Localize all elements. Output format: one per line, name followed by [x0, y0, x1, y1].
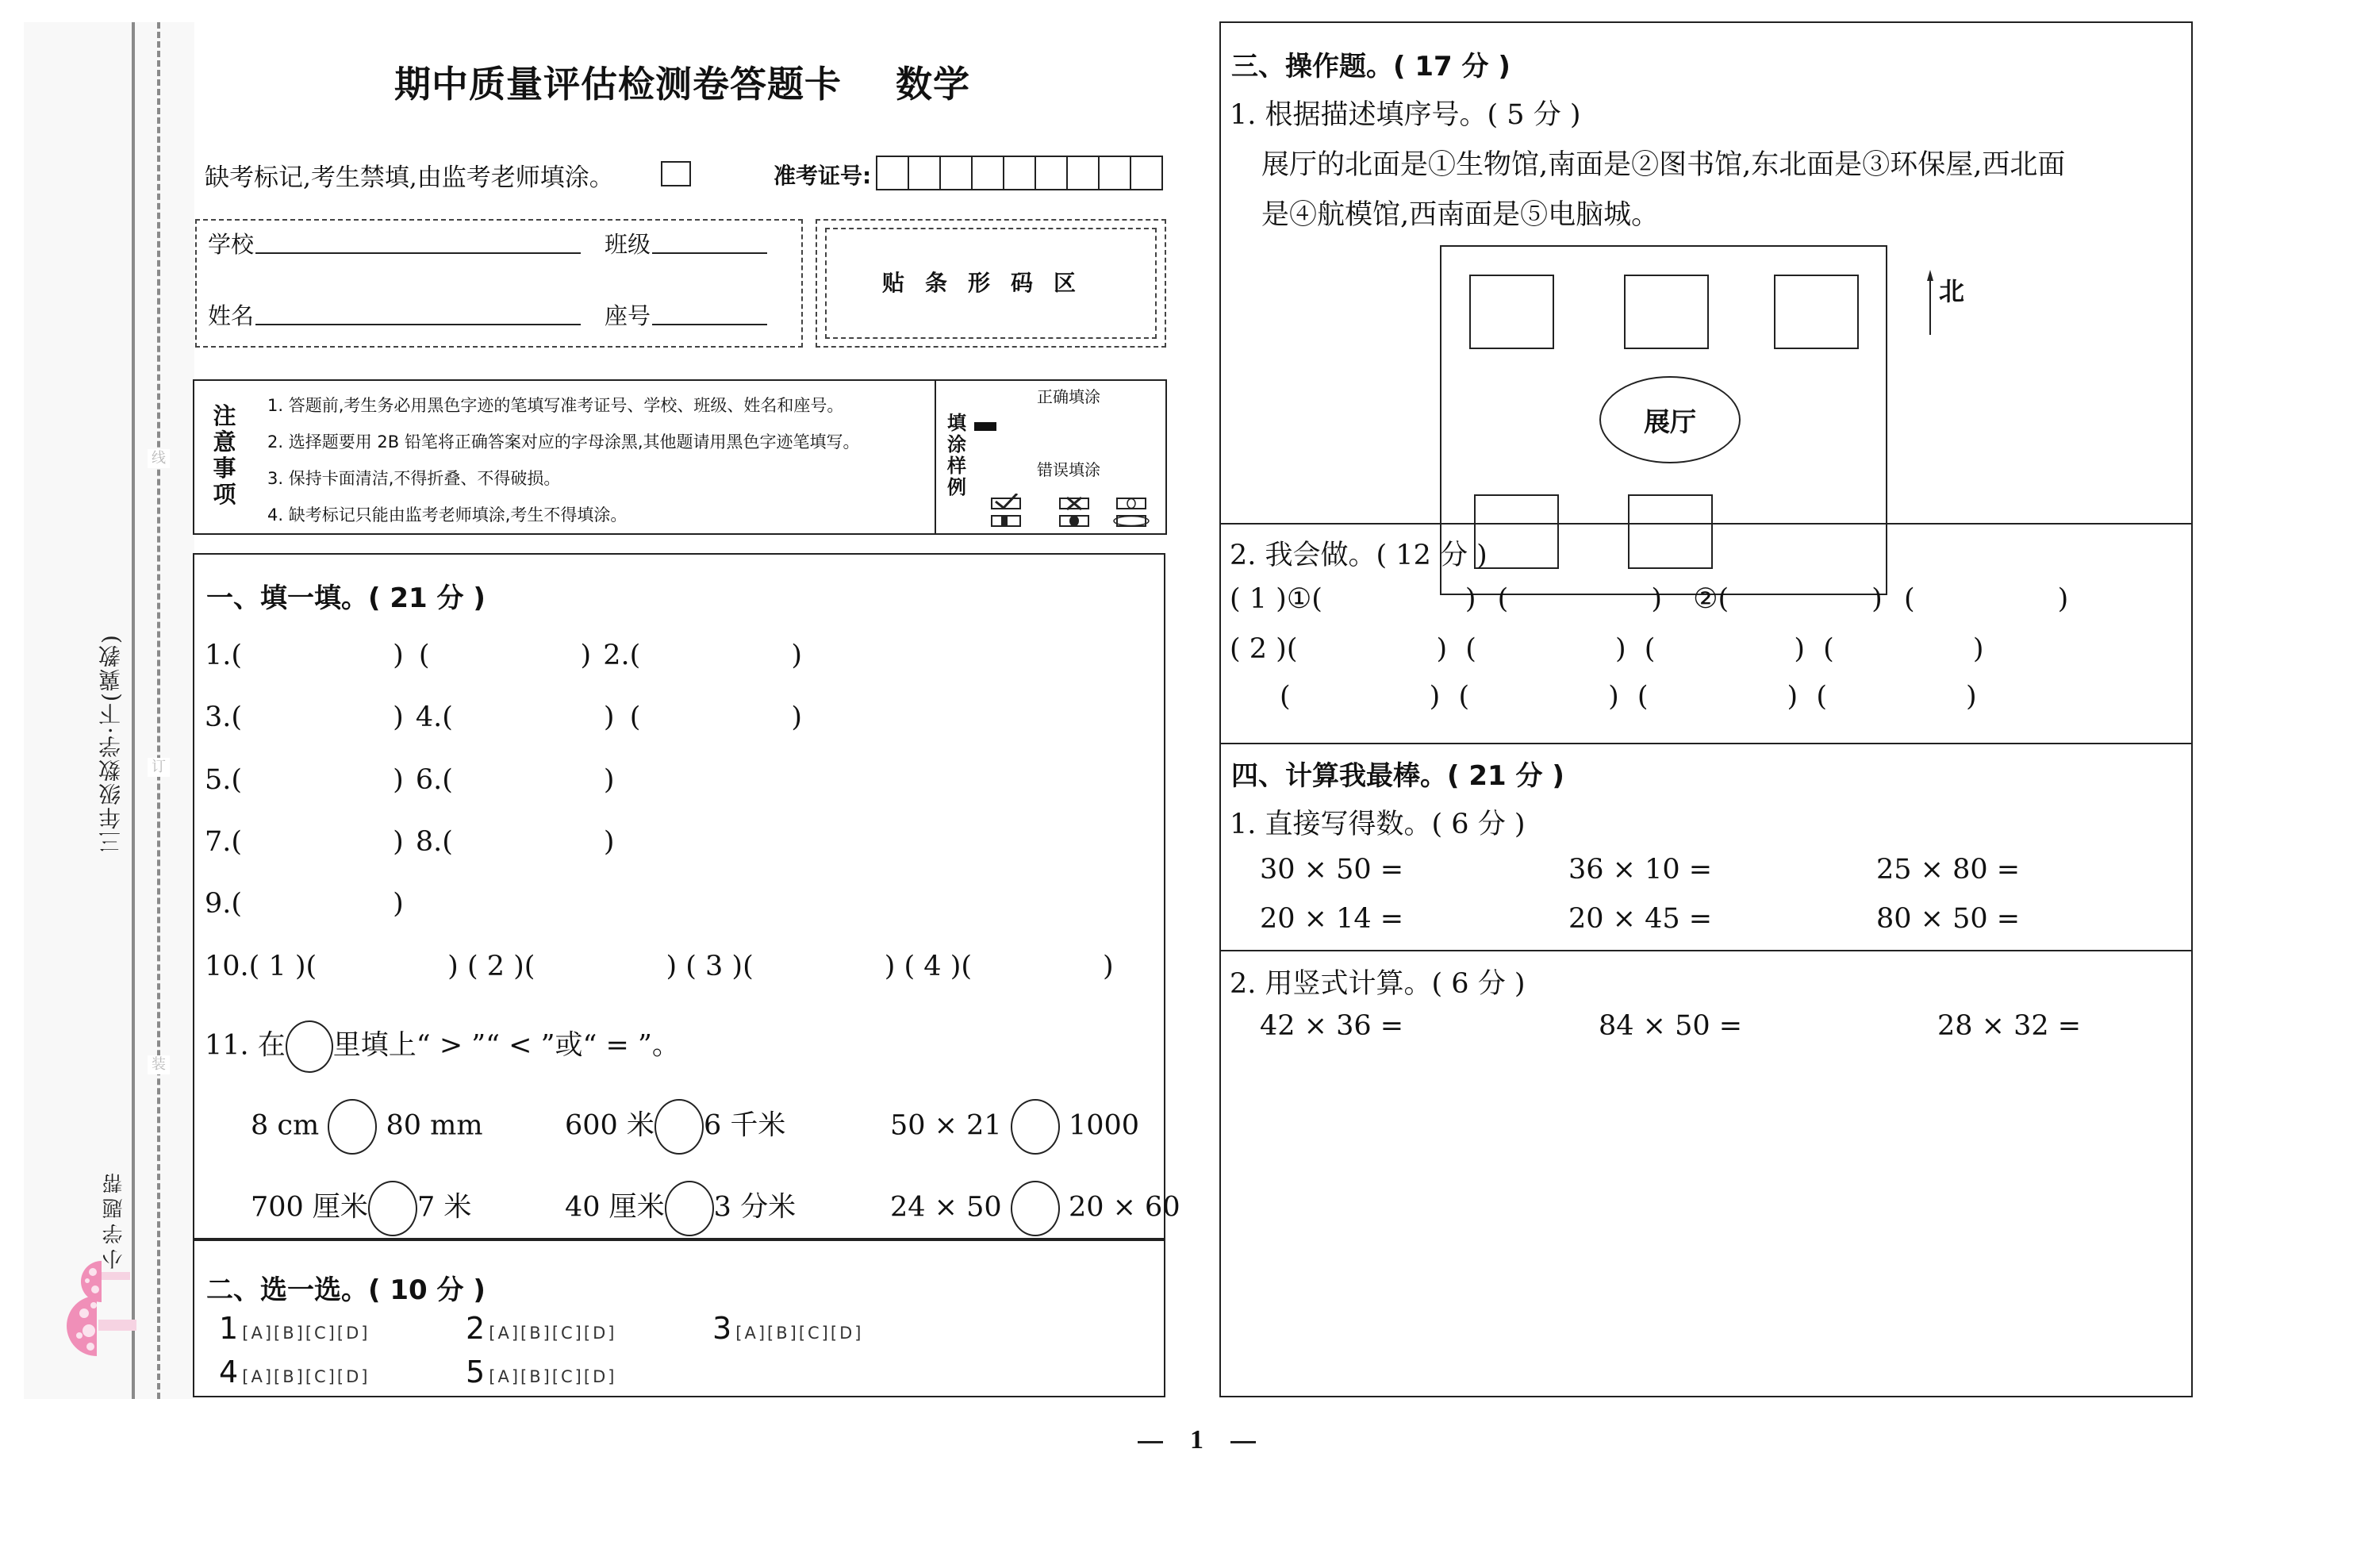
barcode-label: 贴条形码区	[881, 270, 1096, 296]
answer-row-9: 9.( )	[205, 888, 404, 920]
q9-label: 9.(	[205, 888, 243, 920]
brand-name: 小学题帮	[102, 1168, 126, 1270]
circled-number: ②	[1693, 583, 1718, 615]
student-info-box	[195, 219, 803, 348]
check-mark-icon	[996, 494, 1017, 508]
sample-compare-circle	[286, 1020, 333, 1073]
exam-id-cell[interactable]	[941, 157, 973, 189]
dash-left	[1138, 1441, 1163, 1443]
page-number-value: 1	[1190, 1425, 1203, 1455]
correct-fill-label: 正确填涂	[1037, 387, 1100, 406]
choice-row	[712, 1311, 863, 1346]
q11-suffix: 里填上“ > ”“ < ”或“ = ”。	[332, 1029, 680, 1062]
oral-calc-item: 20 × 45 =	[1568, 903, 1713, 935]
choice-bubbles[interactable]: [A][B][C][D]	[489, 1367, 617, 1386]
choice-bubbles[interactable]: [A][B][C][D]	[242, 1367, 370, 1386]
answer-row-3: 3.( ) 4.( ) ( )	[205, 701, 802, 733]
sample-check-box	[992, 498, 1020, 509]
comparison-right: 80 mm	[386, 1109, 483, 1142]
oral-calc-item: 20 × 14 =	[1260, 903, 1404, 935]
name-label: 姓名	[208, 302, 255, 329]
choice-number: 3	[712, 1311, 732, 1346]
notice-item: 2. 选择题要用 2B 铅笔将正确答案对应的字母涂黑,其他题请用黑色字迹笔填写。	[267, 432, 860, 452]
divider	[1219, 950, 2191, 951]
choice-bubbles[interactable]: [A][B][C][D]	[242, 1324, 370, 1343]
q4-label: 4.(	[415, 701, 453, 733]
compare-circle-input[interactable]	[368, 1181, 417, 1236]
oral-calc-item: 25 × 80 =	[1876, 854, 2021, 886]
comparison-left: 40 厘米	[565, 1191, 665, 1224]
section3-q1-heading: 1. 根据描述填序号。( 5 分 )	[1230, 99, 1581, 131]
oral-calc-item: 80 × 50 =	[1876, 903, 2021, 935]
q6-label: 6.(	[415, 764, 453, 796]
half-fill-icon	[1001, 516, 1008, 526]
q2-row-1: ( 1 )①( ) ( ) ②( ) ( )	[1230, 583, 2069, 615]
section3-heading: 三、操作题。( 17 分 )	[1231, 51, 1511, 83]
comparison-right: 20 × 60	[1068, 1191, 1180, 1224]
q2-row-3: ( ) ( ) ( ) ( )	[1280, 681, 1977, 713]
hall-label: 展厅	[1644, 406, 1696, 437]
comparison-left: 600 米	[565, 1109, 654, 1142]
map-box-northwest[interactable]	[1469, 275, 1554, 349]
choice-row	[466, 1355, 616, 1389]
comparison-right: 7 米	[416, 1191, 472, 1224]
q10-part-1: ( 1 )	[248, 951, 306, 982]
comparison-left: 8 cm	[251, 1109, 320, 1142]
page-number	[1111, 1425, 1269, 1455]
choice-bubbles[interactable]: [A][B][C][D]	[735, 1324, 864, 1343]
sidebar-title: 三年级数学·下(冀教)	[98, 633, 124, 853]
q3-label: 3.(	[205, 701, 243, 733]
exam-id-cell[interactable]	[1100, 157, 1131, 189]
compare-circle-input[interactable]	[328, 1099, 377, 1155]
section4-q1-heading: 1. 直接写得数。( 6 分 )	[1230, 809, 1526, 840]
north-arrow-icon	[1923, 268, 1937, 336]
fill-sample-heading: 填涂样例	[947, 412, 966, 498]
q1-label: 1.(	[205, 640, 243, 671]
comparison-right: 1000	[1068, 1109, 1140, 1142]
q10-part-2: ( 2 )	[466, 951, 524, 982]
section3-q1-text-line1: 展厅的北面是①生物馆,南面是②图书馆,东北面是③环保屋,西北面	[1261, 149, 2066, 181]
exam-id-cell[interactable]	[1068, 157, 1100, 189]
choice-number: 1	[219, 1311, 239, 1346]
seat-label: 座号	[605, 302, 651, 329]
exam-id-cell[interactable]	[1004, 157, 1036, 189]
answer-row-1: 1.( ) ( ) 2.( )	[205, 640, 802, 671]
answer-row-5: 5.( ) 6.( )	[205, 764, 615, 796]
compare-circle-input[interactable]	[1011, 1181, 1060, 1236]
q2-row2-label: ( 2 )	[1230, 633, 1287, 665]
exam-id-cell[interactable]	[909, 157, 941, 189]
section1-heading: 一、填一填。( 21 分 )	[206, 582, 486, 614]
school-field[interactable]	[255, 252, 581, 254]
seat-field[interactable]	[652, 324, 767, 325]
exam-id-cell[interactable]	[877, 157, 909, 189]
cross-mark-icon	[1067, 498, 1081, 509]
page-title: 期中质量评估检测卷答题卡 数学	[393, 63, 971, 106]
compare-circle-input[interactable]	[665, 1181, 714, 1236]
section3-q1-text-line2: 是④航模馆,西南面是⑤电脑城。	[1261, 199, 1660, 231]
exam-id-label: 准考证号:	[774, 163, 872, 189]
class-label: 班级	[605, 231, 651, 258]
dash-right	[1230, 1441, 1256, 1443]
comparison-item	[565, 1181, 796, 1236]
circled-number: ①	[1286, 583, 1312, 615]
wrong-fill-label: 错误填涂	[1037, 460, 1100, 479]
q8-label: 8.(	[415, 826, 453, 858]
binding-dashed-line	[157, 22, 160, 1399]
compare-circle-input[interactable]	[654, 1099, 704, 1155]
comparison-item	[890, 1181, 1180, 1236]
comparison-right: 3 分米	[713, 1191, 797, 1224]
mushroom-logo-icon	[67, 1258, 138, 1369]
binding-solid-line	[132, 22, 135, 1399]
north-label: 北	[1939, 276, 1965, 306]
vertical-calc-item: 84 × 50 =	[1599, 1010, 1743, 1042]
comparison-left: 50 × 21	[890, 1109, 1002, 1142]
oval-mark-icon	[1114, 517, 1149, 526]
oral-calc-item: 30 × 50 =	[1260, 854, 1404, 886]
q2-row-2: ( 2 )( ) ( ) ( ) ( )	[1230, 633, 1984, 665]
answer-row-10: 10.( 1 )( ) ( 2 )( ) ( 3 )( ) ( 4 )( )	[205, 951, 1114, 982]
exam-id-grid[interactable]	[876, 156, 1163, 190]
choice-number: 2	[466, 1311, 486, 1346]
q7-label: 7.(	[205, 826, 243, 858]
choice-bubbles[interactable]: [A][B][C][D]	[489, 1324, 617, 1343]
choice-row	[219, 1355, 370, 1389]
mushroom-stem-large	[98, 1320, 136, 1331]
notice-item: 3. 保持卡面清洁,不得折叠、不得破损。	[267, 469, 561, 488]
q11-prefix: 11. 在	[205, 1029, 286, 1062]
binding-mark-pack: 装	[148, 1055, 170, 1074]
map-box-northeast[interactable]	[1774, 275, 1859, 349]
vertical-calc-item: 42 × 36 =	[1260, 1010, 1404, 1042]
q10-part-4: ( 4 )	[904, 951, 962, 982]
absent-mark-checkbox[interactable]	[661, 161, 691, 186]
notice-item: 1. 答题前,考生务必用黑色字迹的笔填写准考证号、学校、班级、姓名和座号。	[267, 396, 844, 415]
comparison-left: 700 厘米	[251, 1191, 368, 1224]
binding-mark-order: 订	[148, 758, 170, 777]
sample-circle-box	[1117, 498, 1146, 509]
section4-q2-heading: 2. 用竖式计算。( 6 分 )	[1230, 968, 1526, 1000]
work-area[interactable]	[1238, 1055, 2174, 1381]
notice-heading: 注意事项	[213, 402, 236, 508]
mushroom-cap-small	[81, 1261, 102, 1302]
choice-number: 4	[219, 1355, 239, 1389]
dot-fill-icon	[1069, 516, 1079, 527]
name-field[interactable]	[255, 324, 581, 325]
comparison-item	[565, 1099, 785, 1155]
section3-q2-heading: 2. 我会做。( 12 分 )	[1230, 540, 1488, 571]
divider	[1219, 743, 2191, 744]
circle-mark-icon	[1127, 499, 1135, 509]
q10-label: 10.	[205, 951, 249, 982]
binding-mark-line: 线	[148, 449, 170, 468]
exam-id-cell[interactable]	[1036, 157, 1068, 189]
comparison-right: 6 千米	[703, 1109, 786, 1142]
comparison-item	[251, 1181, 471, 1236]
comparison-item	[251, 1099, 483, 1155]
choice-row	[219, 1311, 370, 1346]
section2-heading: 二、选一选。( 10 分 )	[206, 1274, 486, 1306]
mushroom-stem-small	[98, 1272, 130, 1280]
vertical-calc-item: 28 × 32 =	[1937, 1010, 2082, 1042]
q10-part-3: ( 3 )	[685, 951, 743, 982]
comparison-item	[890, 1099, 1139, 1155]
map-box-south[interactable]	[1628, 494, 1713, 569]
comparison-left: 24 × 50	[890, 1191, 1002, 1224]
oral-calc-item: 36 × 10 =	[1568, 854, 1713, 886]
q2-row1-label: ( 1 )	[1230, 583, 1287, 615]
compare-circle-input[interactable]	[1011, 1099, 1060, 1155]
map-box-north[interactable]	[1624, 275, 1709, 349]
school-label: 学校	[208, 231, 255, 258]
q11-instruction	[205, 1020, 680, 1073]
section4-heading: 四、计算我最棒。( 21 分 )	[1231, 760, 1564, 792]
wrong-fill-samples	[990, 494, 1157, 530]
correct-fill-sample	[974, 422, 996, 431]
notice-divider	[935, 379, 936, 533]
exam-id-cell[interactable]	[1131, 157, 1161, 189]
answer-row-7: 7.( ) 8.( )	[205, 826, 615, 858]
absent-note: 缺考标记,考生禁填,由监考老师填涂。	[205, 163, 614, 192]
notice-item: 4. 缺考标记只能由监考老师填涂,考生不得填涂。	[267, 505, 628, 525]
choice-number: 5	[466, 1355, 486, 1389]
q5-label: 5.(	[205, 764, 243, 796]
class-field[interactable]	[652, 252, 767, 254]
exam-id-cell[interactable]	[973, 157, 1004, 189]
choice-row	[466, 1311, 616, 1346]
q2-label: 2.(	[603, 640, 641, 671]
